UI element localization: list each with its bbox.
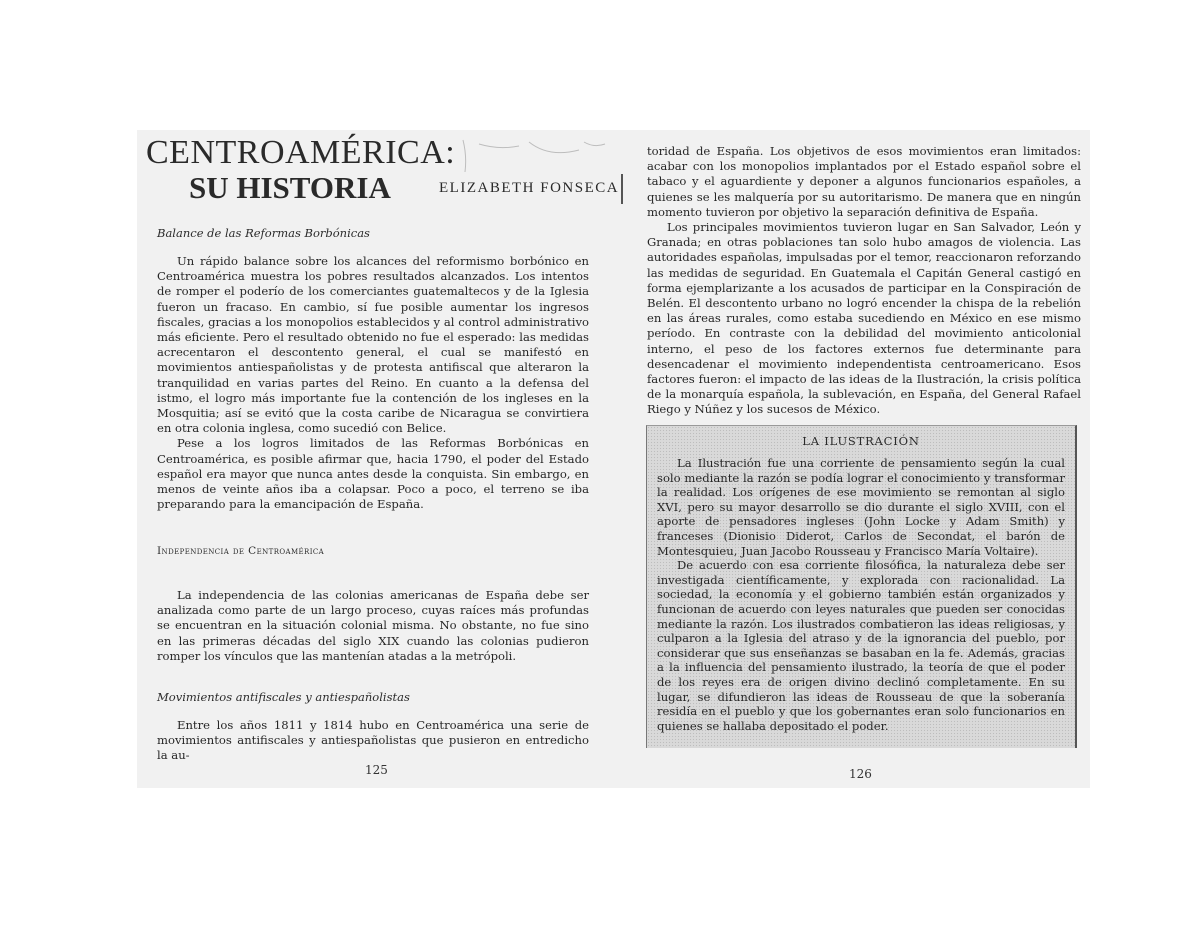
paragraph: Un rápido balance sobre los alcances del reformismo borbónico en Centroamérica muestra los pobres resultados alcanzados. Los intentos de romper el poderío de los comerciantes guatemaltecos y de la Iglesia fueron un fracaso. En cambio, sí fue posible aumentar los ingresos fiscales, gracias a los monopolios establecidos y al control administrativo más eficiente. Pero el resultado obtenido no fue el esperado: las medidas acrecentaron el descontento general, el cual se manifestó en movimientos antiespañolistas y de protesta antifiscal que alteraron la tranquilidad en varias partes del Reino. En cuanto a la defensa del istmo, el logro más importante fue la contención de los ingleses en la Mosquitia; así se evitó que la costa caribe de Nicaragua se convirtiera en otra colonia inglesa, como sucedió con Belice. <box>157 254 589 436</box>
title-line-2: SU HISTORIA <box>189 170 391 205</box>
right-page-body <box>647 144 1081 418</box>
paragraph: De acuerdo con esa corriente filosófica, la naturaleza debe ser investigada científicamente, y explorada con racionalidad. La sociedad, la economía y el gobierno también están organizados y funcionan de acuerdo con leyes naturales que pueden ser conocidas mediante la razón. Los ilustrados combatieron las ideas religiosas, y culparon a la Iglesia del atraso y de la ignorancia del pueblo, por considerar que sus enseñanzas se basaban en la fe. Además, gracias a la influencia del pensamiento ilustrado, la teoría de que el poder de los reyes era de origen divino declinó completamente. En su lugar, se difundieron las ideas de Rousseau de que la soberanía residía en el pueblo y que los gobernantes eran solo funcionarios en quienes se hallaba depositado el poder. <box>657 558 1065 733</box>
paragraph: Entre los años 1811 y 1814 hubo en Centroamérica una serie de movimientos antifiscales y antiespañolistas que pusieron en entredicho la au- <box>157 718 589 763</box>
book-spread <box>137 130 1090 788</box>
paragraph: La Ilustración fue una corriente de pensamiento según la cual solo mediante la razón se podía lograr el conocimiento y transformar la realidad. Los orígenes de ese movimiento se remontan al siglo XVI, pero su mayor desarrollo se dio durante el siglo XVIII, con el aporte de pensadores ingleses (John Locke y Adam Smith) y franceses (Dionisio Diderot, Carlos de Secondat, el barón de Montesquieu, Juan Jacobo Rousseau y Francisco María Voltaire). <box>657 456 1065 558</box>
pencil-scribble-icon <box>459 136 609 176</box>
paragraph: Pese a los logros limitados de las Reformas Borbónicas en Centroamérica, es posible afirmar que, hacia 1790, el poder del Estado español era mayor que nunca antes desde la conquista. Sin embargo, en menos de veinte años iba a colapsar. Poco a poco, el terreno se iba preparando para la emancipación de España. <box>157 436 589 512</box>
section-heading-movimientos: Movimientos antifiscales y antiespañolistas <box>157 690 410 704</box>
paragraph: La independencia de las colonias americanas de España debe ser analizada como parte de un largo proceso, cuyas raíces más profundas se encuentran en la situación colonial misma. No obstante, no fue sino en las primeras décadas del siglo XIX cuando las colonias pudieron romper los vínculos que las mantenían atadas a la metrópoli. <box>157 588 589 663</box>
sidebar-box-ilustracion <box>646 425 1077 748</box>
paragraph: toridad de España. Los objetivos de esos movimientos eran limitados: acabar con los monopolios implantados por el Estado español sobre el tabaco y el aguardiente y deponer a algunos funcionarios españoles, a quienes se les malquería por su autoritarismo. De manera que en ningún momento tuvieron por objetivo la separación definitiva de España. <box>647 144 1081 219</box>
sidebar-box-title: LA ILUSTRACIÓN <box>802 434 920 448</box>
paragraph: Los principales movimientos tuvieron lugar en San Salvador, León y Granada; en otras poblaciones tan solo hubo amagos de violencia. Las autoridades españolas, impulsadas por el temor, reaccionaron reforzando las medidas de seguridad. En Guatemala el Capitán General castigó en forma ejemplarizante a los acusados de participar en la Conspiración de Belén. El descontento urbano no logró encender la chispa de la rebelión en las áreas rurales, como estaba sucediendo en México en ese mismo período. En contraste con la debilidad del movimiento anticolonial interno, el peso de los factores externos fue determinante para desencadenar el movimiento independentista centroamericano. Esos factores fueron: el impacto de las ideas de la Ilustración, la crisis política de la monarquía española, la sublevación, en España, del General Rafael Riego y Núñez y los sucesos de México. <box>647 220 1081 417</box>
left-page <box>137 130 627 788</box>
page-number-left: 125 <box>365 763 388 777</box>
title-divider <box>621 174 623 204</box>
title-line-1: CENTROAMÉRICA: <box>146 134 456 171</box>
sidebar-box-body <box>657 456 1065 733</box>
section-movimientos-body <box>157 718 589 764</box>
section-reformas-body <box>157 254 589 512</box>
page-number-right: 126 <box>849 767 872 781</box>
section-heading-independencia: Independencia de Centroamérica <box>157 545 325 557</box>
author-name: ELIZABETH FONSECA <box>439 180 620 196</box>
section-heading-reformas: Balance de las Reformas Borbónicas <box>157 226 370 240</box>
right-page <box>627 130 1090 788</box>
section-independencia-body <box>157 588 589 664</box>
